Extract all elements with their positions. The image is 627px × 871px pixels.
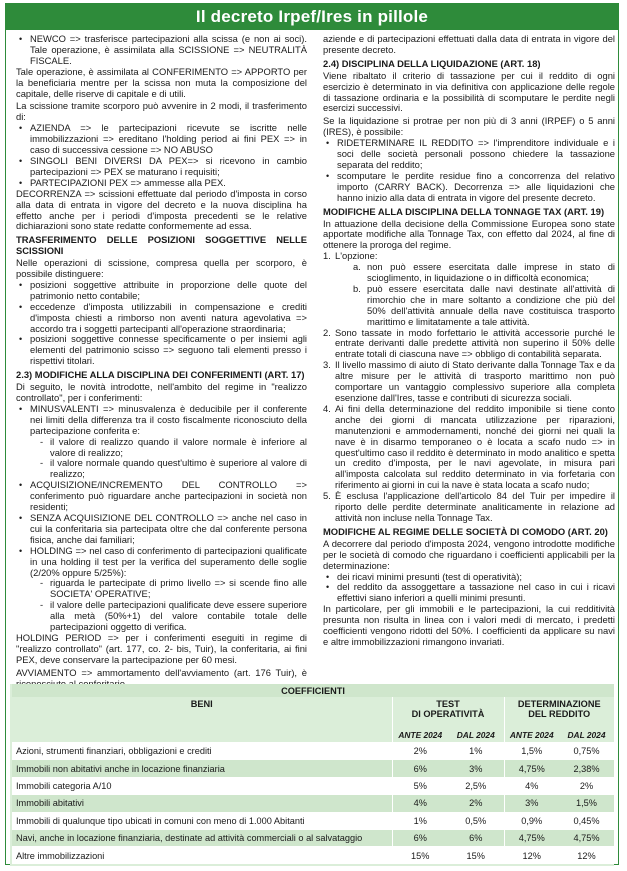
numbered-item: 3. Il livello massimo di aiuto di Stato derivante dalla Tonnage Tax e da altre misure per le attività di trasporto marittimo non può comportare un vantaggio complessivo superiore alla completa esenzione dall'Ires, tasse e contributi di sicurezza sociali. (323, 359, 615, 403)
list-item: • PARTECIPAZIONI PEX => ammesse alla PEX. (16, 178, 307, 189)
paragraph: In particolare, per gli immobili e le partecipazioni, la cui redditività presunta non risulta in linea con i valori medi di mercato, i predetti coefficienti vengono ridotti del 50%. I coefficienti da applicare su navi e altre immobilizzazioni rimangono invariati. (323, 603, 615, 647)
numbered-item: 4. Ai fini della determinazione del reddito imponibile si tiene conto anche dei giorni di mancata utilizzazione per riparazioni, manutenzioni e ammodernamenti, nonché dei giorni nei quali la nave è in disarmo temporaneo o è locata a scafo nudo => in quest'ultimo caso il reddito è determinato in modo analitico e spetta un credito d'imposta, per le navi agevolate, in misura pari all'imposta calcolata sul reddito determinato in via forfetaria con riferimento ai giorni in cui la nave è stata locata a scafo nudo; (323, 402, 615, 491)
column-header-beni: BENI (12, 697, 392, 743)
table-title: COEFFICIENTI (12, 684, 614, 697)
subheader: ANTE 2024 (504, 727, 559, 743)
left-column (16, 34, 307, 704)
list-item: • posizioni soggettive connesse specificamente o per insiemi agli elementi del patrimonio scisso => seguono tali elementi presso i rispettivi titolari. (16, 334, 307, 367)
newco-bullet: • NEWCO => trasferisce partecipazioni alla scissa (e non ai soci). Tale operazione, è assimilata alla SCISSIONE => NEUTRALITÀ FISCALE. (16, 34, 307, 67)
table-title-row (12, 684, 614, 697)
list-item: • RIDETERMINARE IL REDDITO => l'imprenditore individuale e i soci delle società personali possono chiedere la tassazione separata del reddito; (323, 138, 615, 171)
section-heading: 2.3) MODIFICHE ALLA DISCIPLINA DEI CONFERIMENTI (ART. 17) (16, 369, 305, 381)
paragraph: aziende e di partecipazioni effettuati dalla data di entrata in vigore del presente decreto. (323, 33, 615, 55)
coefficients-table (10, 684, 614, 866)
table-row: Immobili abitativi 4% 2% 3% 1,5% (12, 795, 614, 812)
table-row: Immobili di qualunque tipo ubicati in comuni con meno di 1.000 Abitanti 1% 0,5% 0,9% 0,45% (12, 812, 614, 829)
paragraph: Nelle operazioni di scissione, compresa quella per scorporo, è possibile distinguere: (16, 257, 307, 280)
list-item: • SINGOLI BENI DIVERSI DA PEX=> si ricevono in cambio partecipazioni => PEX se maturano i requisiti; (16, 156, 307, 178)
liquidation-list (323, 138, 615, 203)
modes-list (16, 123, 307, 188)
positions-list (16, 280, 307, 367)
paragraph: Viene ribaltato il criterio di tassazione per cui il reddito di ogni esercizio è determinato in via definitiva con applicazione delle regole di tassazione ordinaria e la possibilità di scomputare le perdite negli esercizi successivi. (323, 69, 615, 114)
page-title: Il decreto Irpef/Ires in pillole (6, 4, 618, 30)
table-header-row (12, 697, 614, 727)
right-column (323, 34, 615, 650)
sub-item: - il valore di realizzo quando il valore normale è inferiore al valore di realizzo; (30, 437, 307, 459)
section-heading: MODIFICHE AL REGIME DELLE SOCIETÀ DI COMODO (ART. 20) (323, 525, 608, 537)
column-header-test: TEST DI OPERATIVITÀ (392, 697, 504, 727)
sub-item: - riguarda le partecipate di primo livello => si scende fino alle SOCIETA' OPERATIVE; (30, 578, 307, 600)
list-item: • posizioni soggettive attribuite in proporzione delle quote del patrimonio netto contabile; (16, 280, 307, 302)
list-item: • dei ricavi minimi presunti (test di operatività); (323, 572, 615, 583)
list-item: • SENZA ACQUISIZIONE DEL CONTROLLO => anche nel caso in cui la conferitaria sia partecipata oltre che dal conferente persona fisica, anche dai familiari; (16, 513, 307, 546)
conferimenti-list (16, 404, 307, 633)
tonnage-list (323, 251, 615, 524)
paragraph: AVVIAMENTO => ammortamento dell'avviamento (art. 176 Tuir), è (16, 666, 307, 678)
numbered-item: 2. Sono tassate in modo forfettario le attività accessorie purché le entrate derivanti dalle predette attività non superino il 50% delle entrate totali di ciascuna nave => obbligo di contabilità separata. (323, 326, 615, 360)
paragraph: Di seguito, le novità introdotte, nell'ambito del regime in "realizzo controllato", per i conferimenti: (16, 381, 307, 403)
section-heading: MODIFICHE ALLA DISCIPLINA DELLA TONNAGE TAX (ART. 19) (323, 205, 605, 217)
table-row: Azioni, strumenti finanziari, obbligazioni e crediti 2% 1% 1,5% 0,75% (12, 743, 614, 760)
paragraph: Se la liquidazione si protrae per non più di 3 anni (IRPEF) o 5 anni (IRES), è possibile: (323, 115, 615, 138)
comodo-list (323, 572, 615, 605)
numbered-item: 5. È esclusa l'applicazione dell'articolo 84 del Tuir per impedire il riporto delle perdite determinate analiticamente in relazione ad attività non incluse nella Tonnage Tax. (323, 490, 615, 523)
table-row: Immobili categoria A/10 5% 2,5% 4% 2% (12, 777, 614, 794)
subheader: DAL 2024 (448, 727, 504, 743)
page-frame (5, 3, 619, 865)
list-item: • del reddito da assoggettare a tassazione nel caso in cui i ricavi effettivi siano inferiori a quelli minimi presunti. (323, 582, 615, 604)
paragraph: Tale operazione, è assimilata al CONFERIMENTO => APPORTO per la beneficiaria mentre per la scissa non muta la composizione del capitale, delle riserve di capitale e di utili. (16, 65, 307, 99)
table-row: Immobili non abitativi anche in locazione finanziaria 6% 3% 4,75% 2,38% (12, 760, 614, 777)
numbered-item: 1. L'opzione: a. non può essere esercitata dalle imprese in stato di scioglimento, in liquidazione o in difficoltà economica; b. può essere esercitata dalle navi destinate all'attività di rimorchio che in mare soltanto a condizione che più del 50% dell'attività annuale della nave costituisca trasporto marittimo e limitatamente a tale attività. (323, 250, 615, 327)
sub-item: b. può essere esercitata dalle navi destinate all'attività di rimorchio che in mare soltanto a condizione che più del 50% dell'attività annuale della nave costituisca trasporto marittimo e limitatamente a tale attività. (353, 282, 615, 327)
list-item: • AZIENDA => le partecipazioni ricevute se iscritte nelle immobilizzazioni => ereditano l'holding period ai fini PEX => in caso di successiva cessione => NO ABUSO (16, 123, 307, 156)
list-item: • ACQUISIZIONE/INCREMENTO DEL CONTROLLO => conferimento può riguardare anche partecipazioni in società non residenti; (16, 480, 307, 513)
sub-item: - il valore normale quando quest'ultimo è superiore al valore di realizzo; (30, 458, 307, 480)
article-body (6, 30, 618, 678)
sub-item: - il valore delle partecipazioni qualificate deve essere superiore alla metà (50%+1) del valore contabile totale delle partecipazioni oggetto di verifica. (30, 600, 307, 633)
paragraph: La scissione tramite scorporo può avvenire in 2 modi, il trasferimento di: (16, 100, 307, 123)
paragraph: A decorrere dal periodo d'imposta 2024, vengono introdotte modifiche per le società di comodo che riguardano i coefficienti applicabili per la determinazione: (323, 537, 615, 571)
list-item: • HOLDING => nel caso di conferimento di partecipazioni qualificate in una holding il test per la verifica del superamento delle soglie (2/20% oppure 5/25%): - riguarda le partecipate di primo livello => si scende fino alle SOCIETA' OPERATIVE; - il valore delle partecipazioni qualificate deve essere superiore alla metà (50%+1) del valore contabile totale delle partecipazioni oggetto di verifica. (16, 546, 307, 633)
table-row: Altre immobilizzazioni 15% 15% 12% 12% (12, 847, 614, 864)
subheader: DAL 2024 (559, 727, 614, 743)
column-header-determinazione: DETERMINAZIONE DEL REDDITO (504, 697, 614, 727)
paragraph: HOLDING PERIOD => per i conferimenti eseguiti in regime di "realizzo controllato" (art. 177, co. 2- bis, Tuir), la conferitaria, ai fini PEX, deve conservare la partecipazione per 60 mesi. (16, 631, 307, 665)
paragraph: DECORRENZA => scissioni effettuate dal periodo d'imposta in corso alla data di entrata in vigore del decreto e la nuova disciplina ha effetto anche per i periodi d'imposta precedenti se le relative dichiarazioni sono state redatte conformemente ad essa. (16, 187, 307, 232)
sub-item: a. non può essere esercitata dalle imprese in stato di scioglimento, in liquidazione o in difficoltà economica; (353, 261, 615, 284)
list-item: • eccedenze d'imposta utilizzabili in compensazione e crediti d'imposta chiesti a rimborso non aventi natura agevolativa => accordo tra i soggetti partecipanti all'operazione straordinaria; (16, 302, 307, 335)
table-row: Navi, anche in locazione finanziaria, destinate ad attività commerciali o al salvataggio 6% 6% 4,75% 4,75% (12, 829, 614, 846)
subheader: ANTE 2024 (392, 727, 448, 743)
section-heading: 2.4) DISCIPLINA DELLA LIQUIDAZIONE (ART. 18) (323, 57, 541, 69)
section-heading: TRASFERIMENTO DELLE POSIZIONI SOGGETTIVE NELLE SCISSIONI (16, 234, 307, 257)
paragraph: In attuazione della decisione della Commissione Europea sono state apportate modifiche alla Tonnage Tax, con effetto dal 2024, al fine di ottenere la proroga del regime. (323, 217, 615, 251)
list-item: • scomputare le perdite residue fino a concorrenza del relativo importo (CARRY BACK). Decorrenza => alle liquidazioni che hanno inizio alla data di entrata in vigore del presente decreto. (323, 171, 615, 204)
list-item: • MINUSVALENTI => minusvalenza è deducibile per il conferente nei limiti della differenza tra il costo fiscalmente riconosciuto della partecipazione conferita e: - il valore di realizzo quando il valore normale è inferiore al valore di realizzo; - il valore normale quando quest'ultimo è superiore al valore di realizzo; (16, 404, 307, 480)
